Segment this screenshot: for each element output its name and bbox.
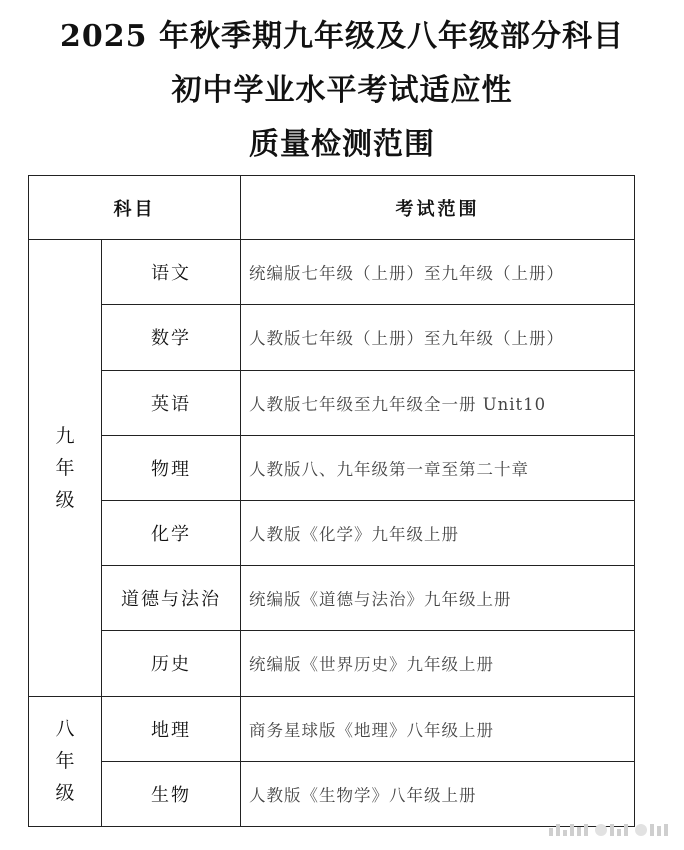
title-line-1: 2025 年秋季期九年级及八年级部分科目 xyxy=(60,19,624,54)
scope-cell: 人教版七年级至九年级全一册 Unit10 xyxy=(241,370,635,435)
subject-cell: 英语 xyxy=(102,370,241,435)
table-row xyxy=(29,500,635,565)
header-scope: 考试范围 xyxy=(241,176,635,240)
table-row xyxy=(29,696,635,761)
exam-scope-table xyxy=(28,175,635,827)
scope-cell: 人教版七年级（上册）至九年级（上册） xyxy=(241,305,635,370)
subject-cell: 历史 xyxy=(102,631,241,696)
grade-char: 年 xyxy=(55,456,75,479)
grade-9-cell xyxy=(29,240,102,696)
scope-cell: 统编版《世界历史》九年级上册 xyxy=(241,631,635,696)
table-row xyxy=(29,631,635,696)
grade-8-cell xyxy=(29,696,102,827)
table-header-row xyxy=(29,176,635,240)
scope-cell: 统编版七年级（上册）至九年级（上册） xyxy=(241,240,635,305)
header-subject: 科目 xyxy=(29,176,241,240)
grade-char: 九 xyxy=(55,424,75,447)
scope-cell: 人教版《化学》九年级上册 xyxy=(241,500,635,565)
subject-cell: 数学 xyxy=(102,305,241,370)
scope-cell: 人教版《生物学》八年级上册 xyxy=(241,761,635,826)
grade-char: 级 xyxy=(55,782,75,805)
grade-char: 八 xyxy=(55,718,75,741)
watermark-icon xyxy=(549,824,668,836)
scope-cell: 统编版《道德与法治》九年级上册 xyxy=(241,566,635,631)
scope-cell: 人教版八、九年级第一章至第二十章 xyxy=(241,435,635,500)
subject-cell: 化学 xyxy=(102,500,241,565)
table-row xyxy=(29,566,635,631)
scope-cell: 商务星球版《地理》八年级上册 xyxy=(241,696,635,761)
grade-char: 级 xyxy=(55,488,75,511)
table-row xyxy=(29,435,635,500)
subject-cell: 物理 xyxy=(102,435,241,500)
subject-cell: 地理 xyxy=(102,696,241,761)
table-row xyxy=(29,370,635,435)
subject-cell: 生物 xyxy=(102,761,241,826)
subject-cell: 道德与法治 xyxy=(102,566,241,631)
table-row xyxy=(29,761,635,826)
table-row xyxy=(29,240,635,305)
title-line-2: 初中学业水平考试适应性 xyxy=(171,73,513,108)
grade-char: 年 xyxy=(55,750,75,773)
table-row xyxy=(29,305,635,370)
subject-cell: 语文 xyxy=(102,240,241,305)
title-line-3: 质量检测范围 xyxy=(249,127,435,162)
